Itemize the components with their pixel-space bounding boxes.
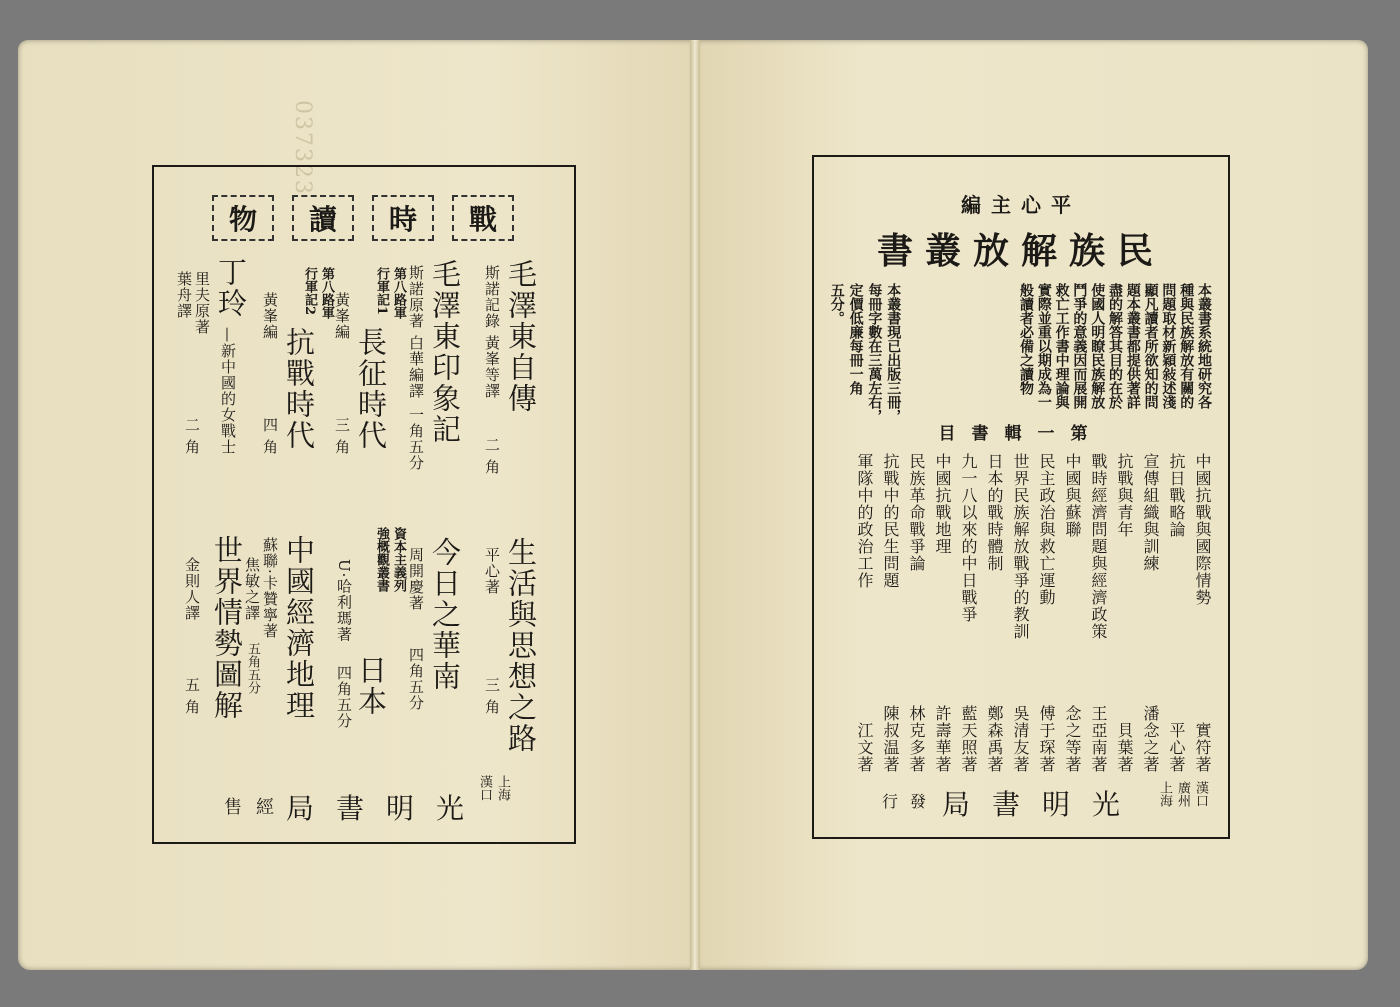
book-meta: 黃峯編: [333, 292, 351, 340]
book-price: 一角五分: [407, 407, 425, 471]
intro-line: 盡的解答其目的在於: [1107, 283, 1124, 409]
intro-line: 問題取材新穎敍述淺: [1160, 283, 1177, 409]
list-item: [1194, 453, 1210, 773]
price-line: 每冊字數在三萬左右，: [866, 283, 883, 423]
book-meta: 金則人譯: [183, 557, 201, 621]
series-editor: 平心主編: [961, 193, 1081, 217]
list-item: [960, 453, 976, 773]
book-meta: 行軍記2: [301, 267, 317, 316]
list-book-author: 江文著: [855, 722, 874, 773]
book-price: 三 角: [483, 677, 501, 715]
list-book-title: 中國抗戰地理: [933, 453, 952, 555]
book-meta: 強概觀叢書: [373, 527, 389, 592]
book-title: 長征時代: [354, 327, 388, 451]
list-book-author: 藍天照著: [959, 705, 978, 773]
list-book-author: 吳清友著: [1011, 705, 1030, 773]
list-book-author: 潘念之著: [1141, 705, 1160, 773]
list-book-author: 念之等著: [1063, 705, 1082, 773]
book-title: 毛澤東自傳: [504, 259, 538, 414]
book-price: 二 角: [483, 437, 501, 475]
series-title: 民族解放叢書: [876, 230, 1165, 272]
book-title: 丁玲: [214, 257, 248, 319]
list-item: [986, 453, 1002, 773]
intro-line: 顯凡讀者所欲知的問: [1142, 283, 1159, 409]
list-book-author: 實符著: [1193, 722, 1212, 773]
footer-city: 漢口: [476, 775, 492, 801]
library-stamp: 037323: [290, 100, 315, 196]
book-meta: 葉舟譯: [175, 271, 193, 319]
book-meta: 行軍記1: [373, 267, 389, 316]
book-price: 四 角: [261, 417, 279, 455]
book-gutter: [690, 40, 700, 970]
intro-text: [1017, 283, 1212, 409]
book-title: 生活與思想之路: [504, 537, 538, 754]
book-title: 抗戰時代: [282, 327, 316, 451]
list-book-title: 世界民族解放戰爭的教訓: [1011, 453, 1030, 640]
intro-line: 鬥爭的意義因而展開: [1071, 283, 1088, 409]
price-line: 五分。: [828, 283, 845, 325]
intro-line: 般讀者必備之讀物: [1018, 283, 1035, 395]
list-book-title: 軍隊中的政治工作: [855, 453, 874, 589]
list-book-author: 陳叔温著: [881, 705, 900, 773]
header-char-4: 物: [212, 195, 274, 241]
book-price: 二 角: [183, 417, 201, 455]
header-char-3: 讀: [292, 195, 354, 241]
header-char-1: 戰: [452, 195, 514, 241]
list-book-title: 中國與蘇聯: [1063, 453, 1082, 538]
list-book-title: 中國抗戰與國際情勢: [1193, 453, 1212, 606]
book-price: 四角五分: [407, 647, 425, 711]
book-meta: 里夫原著: [193, 271, 211, 335]
book-meta: 第八路軍: [318, 267, 334, 319]
list-item: [1142, 453, 1158, 773]
book-meta: U·哈利瑪著: [335, 559, 353, 643]
book-title: 世界情勢圖解: [210, 535, 244, 721]
list-item: [1090, 453, 1106, 773]
list-book-title: 日本的戰時體制: [985, 453, 1004, 572]
list-book-author: 平心著: [1167, 722, 1186, 773]
book-title: 日本: [354, 655, 388, 717]
list-book-author: 許壽華著: [933, 705, 952, 773]
book-price: 四角五分: [335, 665, 353, 729]
book-meta: 斯諾原著 白華編譯: [407, 265, 425, 399]
book-meta: 焦敏之譯: [243, 557, 261, 621]
list-book-title: 民族革命戰爭論: [907, 453, 926, 572]
list-item: [1168, 453, 1184, 773]
list-book-title: 宣傳組織與訓練: [1141, 453, 1160, 572]
list-item: [882, 453, 898, 773]
list-item: [934, 453, 950, 773]
list-book-author: 鄭森禹著: [985, 705, 1004, 773]
list-item: [856, 453, 872, 773]
publisher-suffix: 發行: [882, 792, 939, 811]
header-char-2: 時: [372, 195, 434, 241]
intro-line: 救亡工作書中理論與: [1053, 283, 1070, 409]
list-item: [1038, 453, 1054, 773]
list-book-author: 林克多著: [907, 705, 926, 773]
list-book-title: 抗戰與青年: [1115, 453, 1134, 538]
book-title: 今日之華南: [428, 537, 462, 692]
list-book-author: 傅于琛著: [1037, 705, 1056, 773]
book-meta: 平心著: [483, 547, 501, 595]
list-book-author: 王亞南著: [1089, 705, 1108, 773]
price-line: 定價低廉每冊一角: [847, 283, 864, 395]
list-item: [1116, 453, 1132, 773]
list-book-title: 民主政治與救亡運動: [1037, 453, 1056, 606]
footer-city: 漢口: [1192, 781, 1208, 807]
list-book-title: 九一八以來的中日戰爭: [959, 453, 978, 623]
book-price: 三 角: [333, 417, 351, 455]
price-line: 本叢書現已出版三冊，: [885, 283, 902, 423]
list-book-title: 戰時經濟問題與經濟政策: [1089, 453, 1108, 640]
national-liberation-series-ad: [812, 155, 1230, 839]
list-book-title: 抗日戰略論: [1167, 453, 1186, 538]
intro-line: 使國人明瞭民族解放: [1089, 283, 1106, 409]
list-book-title: 抗戰中的民生問題: [881, 453, 900, 589]
book-meta: 黃峯編: [261, 292, 279, 340]
footer-city: 上海: [494, 775, 510, 801]
book-meta: 第八路軍: [390, 267, 406, 319]
intro-line: 實際並重以期成為一: [1035, 283, 1052, 409]
list-title: 第一輯書目: [938, 424, 1104, 444]
list-book-author: 貝葉著: [1115, 722, 1134, 773]
intro-line: 本叢書系統地研究各: [1196, 283, 1212, 409]
list-item: [1012, 453, 1028, 773]
intro-line: 題本叢書都提供著詳: [1124, 283, 1141, 409]
book-price: 五 角: [183, 677, 201, 715]
book-price: 五角五分: [244, 642, 260, 694]
price-note: [828, 283, 902, 423]
book-list: [856, 453, 1210, 773]
list-item: [908, 453, 924, 773]
footer-city: 上海: [1156, 781, 1172, 807]
intro-line: 種與民族解放有關的: [1178, 283, 1195, 409]
publisher-name: 光明書局: [942, 788, 1143, 821]
wartime-readings-ad: [152, 165, 576, 844]
book-title: 毛澤東印象記: [428, 259, 462, 445]
book-meta: 蘇聯·卡贊寧著: [261, 537, 279, 639]
book-subtitle: —新中國的女戰士: [219, 327, 237, 455]
publisher-name: 光明書局: [286, 792, 487, 825]
book-meta: 周開慶著: [407, 547, 425, 611]
publisher-suffix: 經售: [224, 797, 288, 818]
footer-city: 廣州: [1174, 781, 1190, 807]
book-meta: 斯諾記錄 黃峯等譯: [483, 265, 501, 399]
list-item: [1064, 453, 1080, 773]
book-meta: 資本主義列: [390, 527, 406, 592]
book-title: 中國經濟地理: [282, 535, 316, 721]
